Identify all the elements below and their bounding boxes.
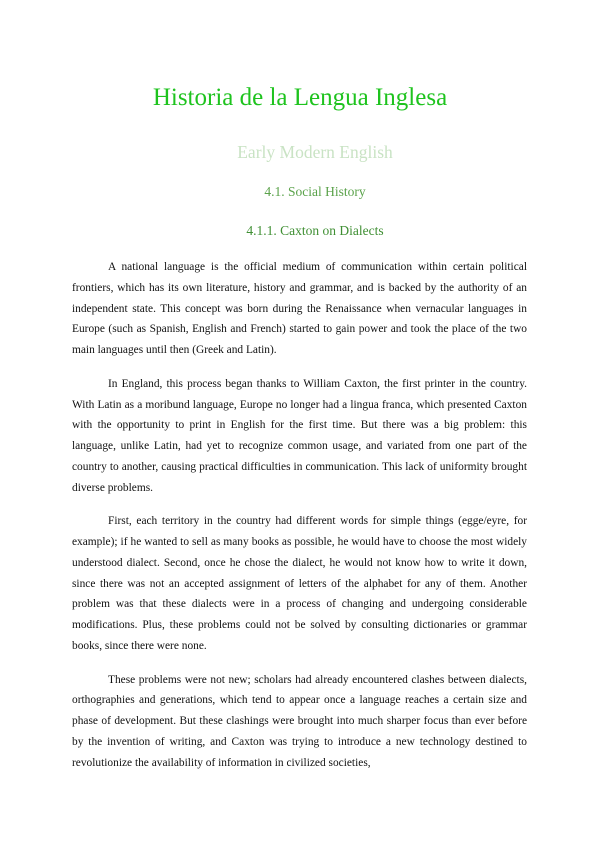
subsection-heading: 4.1.1. Caxton on Dialects xyxy=(246,223,384,238)
paragraph-caxton-england: In England, this process began thanks to William Caxton, the first printer in the country. With Latin as a moribund language, Europe no longer had a lingua franca, which presented Caxton with the opportunity to print in English for the first time. But there was a big problem: this language, unlike Latin, had yet to recognize common usage, and variated from one part of the country to another, causing practical difficulties in communication. This lack of uniformity brought diverse problems. xyxy=(72,377,527,494)
body-text xyxy=(72,257,527,786)
chapter-subtitle: Early Modern English xyxy=(237,142,393,162)
paragraph-clashes: These problems were not new; scholars had already encountered clashes between dialects, orthographies and generations, which tend to appear once a language reaches a certain size and phase of development. But these clashings were brought into much sharper focus than ever before by the invention of writing, and Caxton was trying to introduce a new technology destined to revolutionize the availability of information in civilized societies, xyxy=(72,673,527,769)
paragraph-dialect-problems: First, each territory in the country had different words for simple things (egge/eyre, for example); if he wanted to sell as many books as possible, he would have to choose the most widely understood dialect. Second, once he chose the dialect, he would not know how to write it down, since there was not an accepted assignment of letters of the alphabet for any of them. Another problem was that these dialects were in a process of changing and undergoing considerable modifications. Plus, these problems could not be solved by consulting dictionaries or grammar books, since there were none. xyxy=(72,515,527,652)
section-heading: 4.1. Social History xyxy=(264,184,366,199)
document-title: Historia de la Lengua Inglesa xyxy=(152,84,448,111)
paragraph-national-language: A national language is the official medium of communication within certain political frontiers, which has its own literature, history and grammar, and is backed by the authority of an independent state. This concept was born during the Renaissance when vernacular languages in Europe (such as Spanish, English and French) started to gain power and took the place of the two main languages until then (Greek and Latin). xyxy=(72,261,527,356)
